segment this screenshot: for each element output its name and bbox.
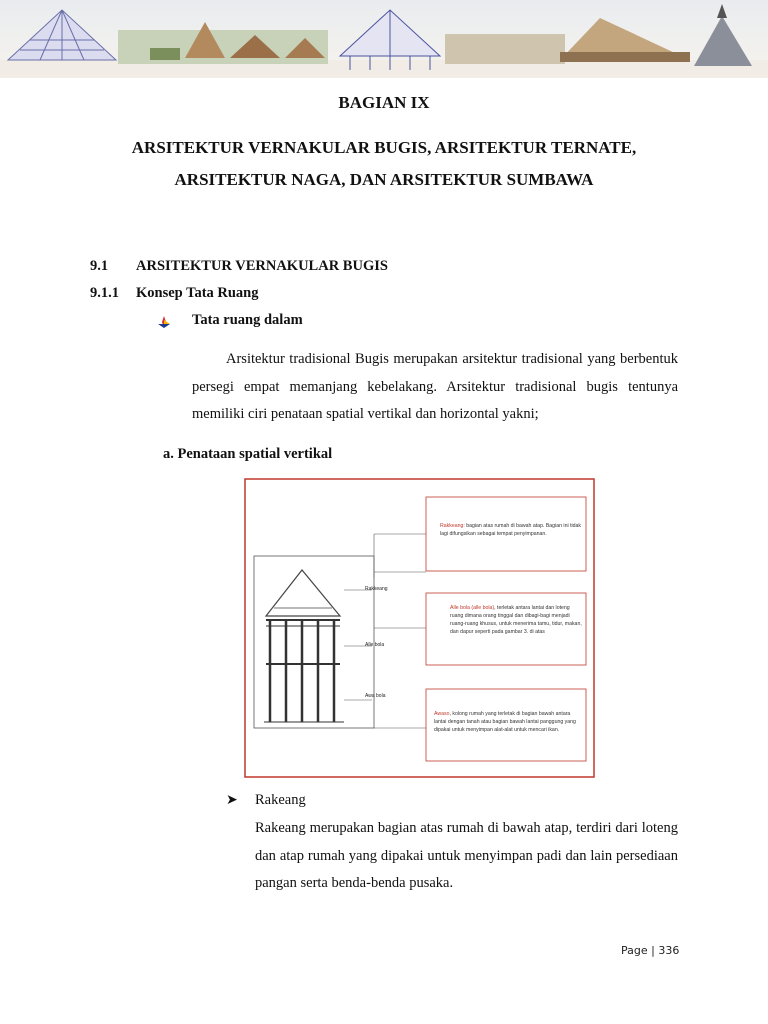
bullet-heading: Tata ruang dalam xyxy=(192,312,303,328)
page-number: 336 xyxy=(658,944,680,957)
page-label: Page xyxy=(621,944,648,957)
intro-paragraph-text: Arsitektur tradisional Bugis merupakan arsitektur tradisional yang berbentuk persegi empat memanjang kebelakang. Arsitektur tradisional bugis tentunya memiliki ciri penataan spatial vertikal dan horizontal yakni; xyxy=(192,351,678,422)
box-awaso-text xyxy=(434,710,582,734)
chapter-title-line-1: ARSITEKTUR VERNAKULAR BUGIS, ARSITEKTUR TERNATE, xyxy=(131,138,637,157)
box-alle-bola-term: Alle bola (alle bola) xyxy=(450,605,495,611)
chapter-heading: BAGIAN IX xyxy=(338,93,430,112)
bullet-icon xyxy=(158,315,170,327)
intro-paragraph xyxy=(192,346,678,429)
box-rakkeang-text xyxy=(440,522,582,538)
box-awaso-desc: , kolong rumah yang terletak di bagian bawah antara lantai dengan tanah atau bagian bawah lantai panggung yang dipakai untuk menyimpan alat-alat untuk mencari ikan. xyxy=(434,711,576,733)
box-rakkeang-desc: : bagian atas rumah di bawah atap. Bagian ini tidak lagi difungsikan sebagai tempat penyimpanan. xyxy=(440,523,582,537)
page-footer xyxy=(621,944,679,957)
arrow-item-title: Rakeang xyxy=(255,792,306,808)
page-separator: | xyxy=(651,944,655,957)
subheading-vertical: a. Penataan spatial vertikal xyxy=(163,446,333,462)
chapter-title-line-2: ARSITEKTUR NAGA, DAN ARSITEKTUR SUMBAWA xyxy=(174,170,594,189)
box-awaso-term: Awaso xyxy=(434,711,450,717)
subsection-title: Konsep Tata Ruang xyxy=(136,285,259,301)
box-rakkeang-term: Rakkeang xyxy=(440,523,464,529)
spatial-diagram xyxy=(244,478,595,778)
label-alle-bola: Alle bola xyxy=(365,642,385,648)
subsection-number: 9.1.1 xyxy=(90,285,119,301)
arrow-item-text: Rakeang merupakan bagian atas rumah di bawah atap, terdiri dari loteng dan atap rumah yang dipakai untuk menyimpan padi dan lain persediaan pangan serta benda-benda pusaka. xyxy=(255,820,678,891)
label-awa-bola: Awa bola xyxy=(365,693,386,699)
arrow-bullet-icon: ➤ xyxy=(226,793,238,808)
box-alle-bola-text xyxy=(450,604,582,636)
header-banner xyxy=(0,0,768,78)
section-number: 9.1 xyxy=(90,258,109,274)
banner-image xyxy=(0,0,768,78)
box-alle-bola-desc: , terletak antara lantai dan loteng ruang dimana orang tinggal dan dibagi-bagi menjadi ruang-ruang khusus, untuk menerima tamu, tidur, makan, dan dapur seperti pada gambar 3. di atas xyxy=(450,605,582,635)
label-rakkeang: Rakkeang xyxy=(365,586,388,592)
section-title: ARSITEKTUR VERNAKULAR BUGIS xyxy=(136,258,388,274)
